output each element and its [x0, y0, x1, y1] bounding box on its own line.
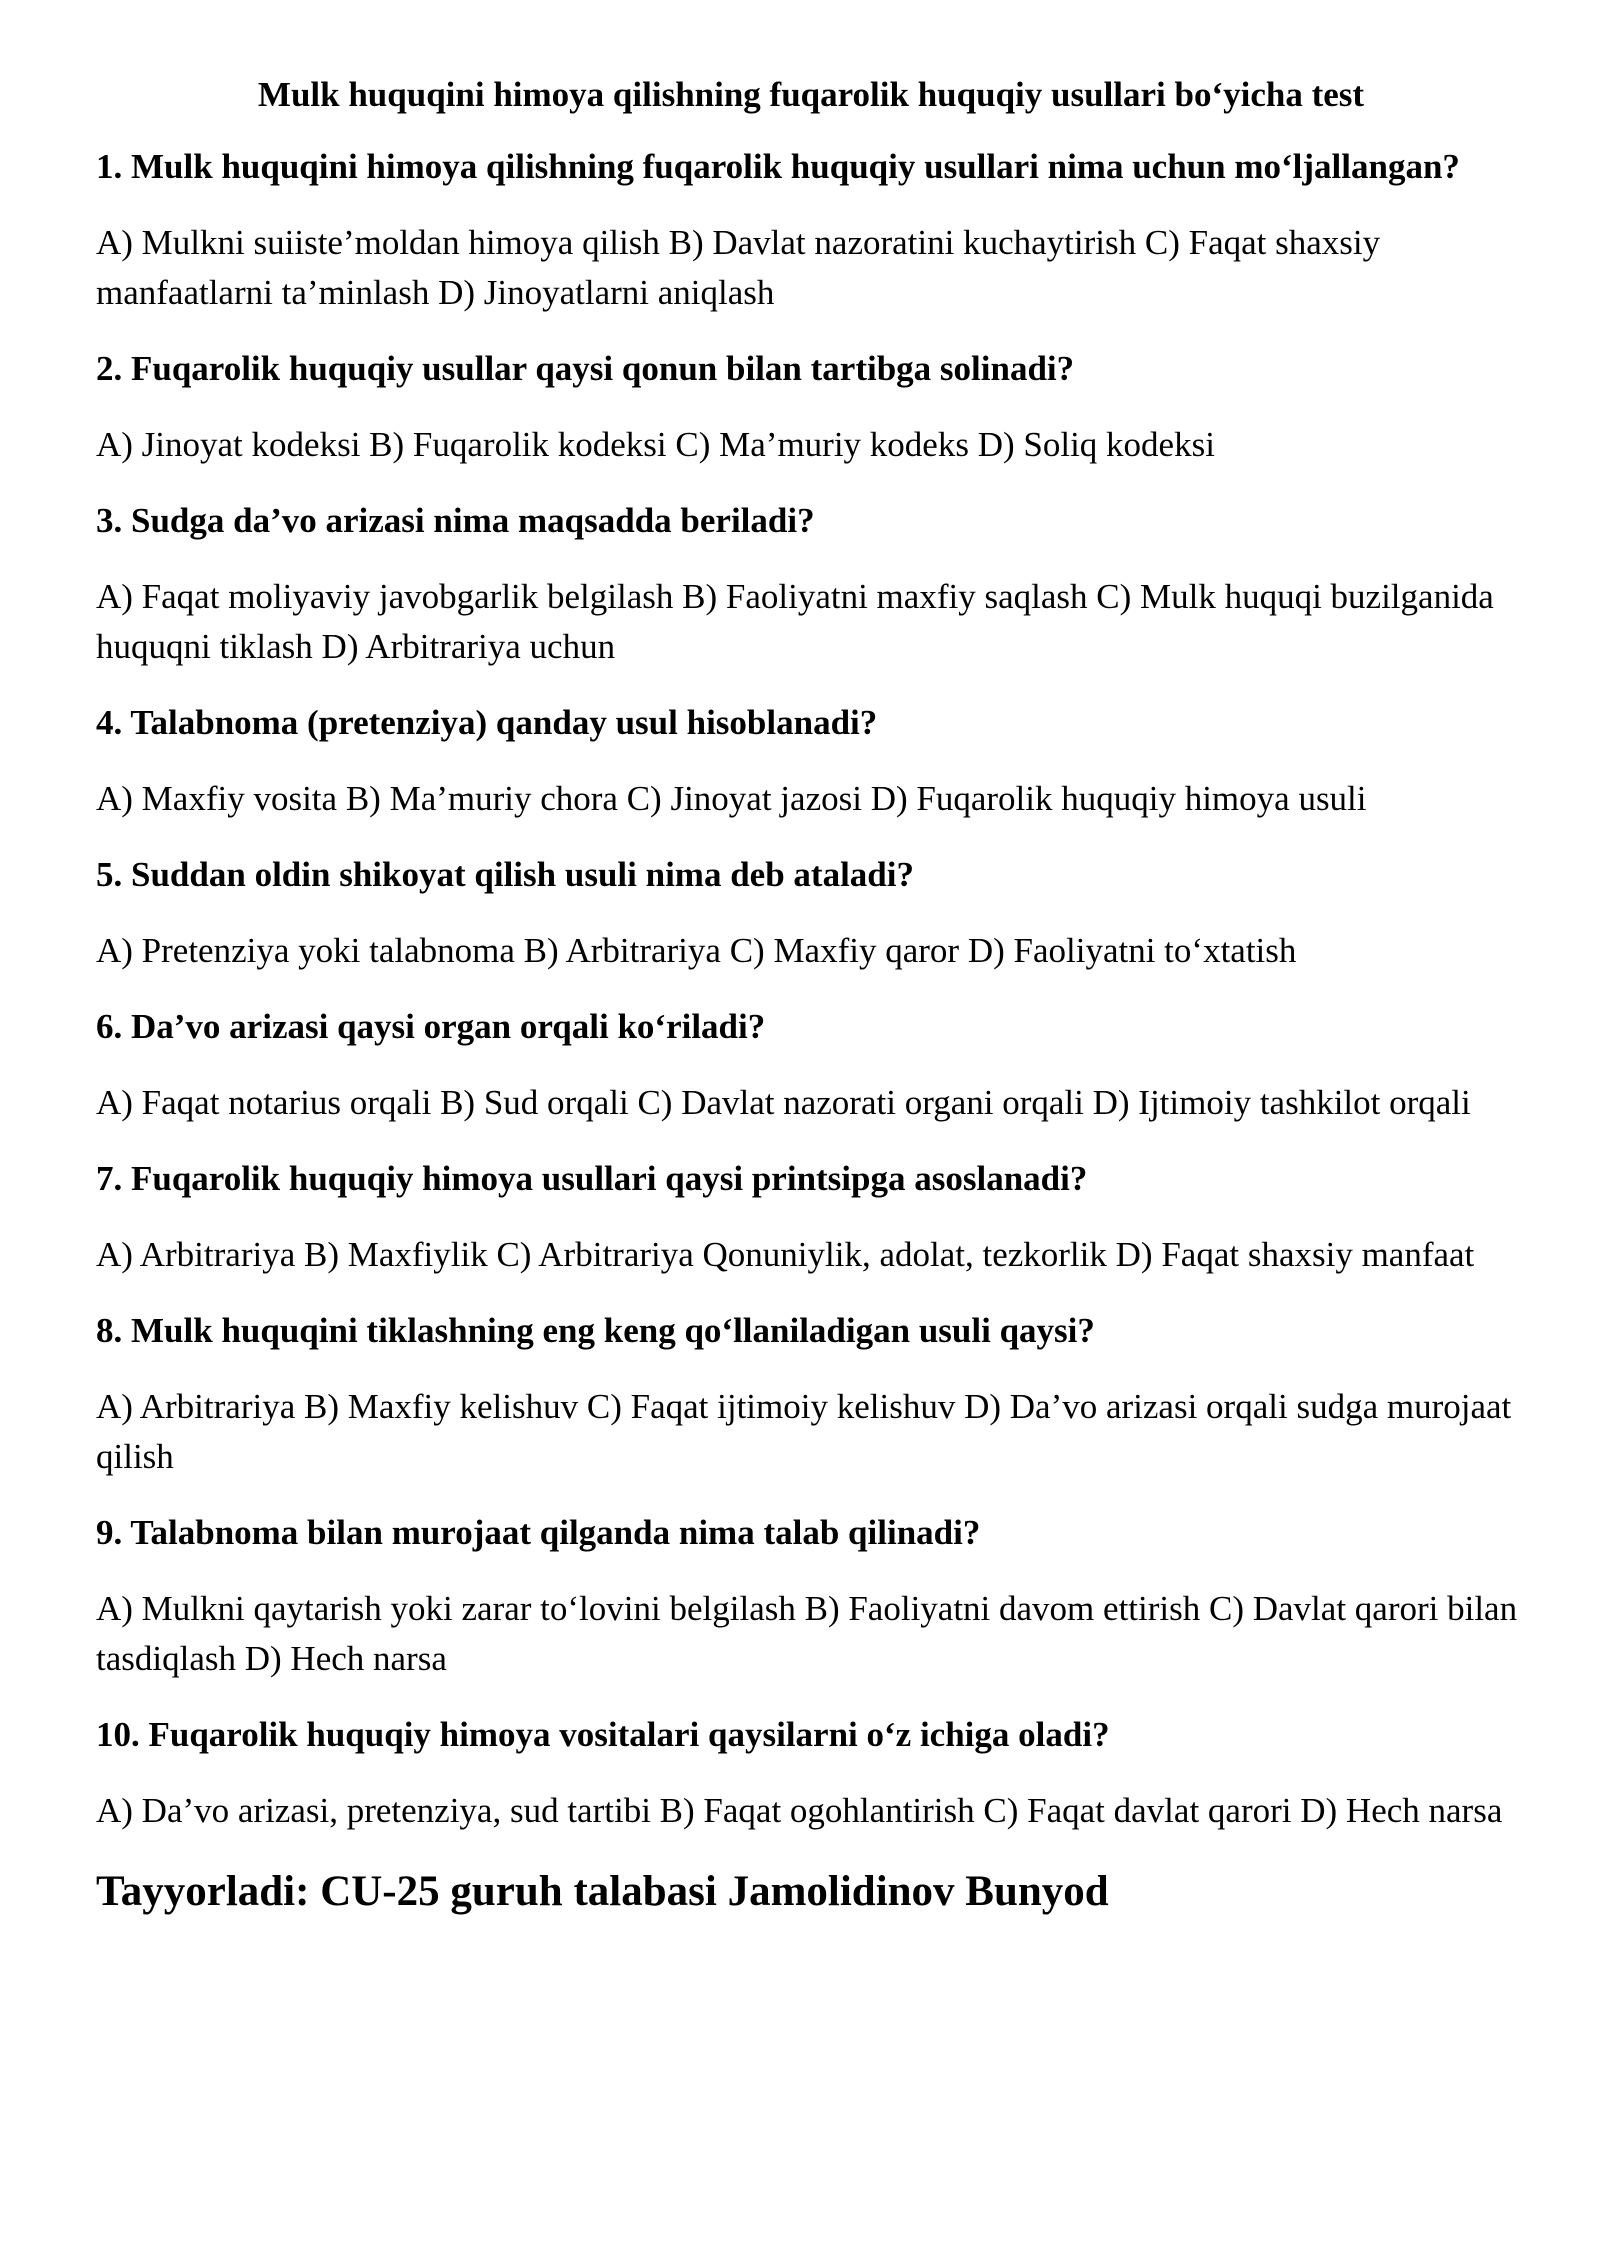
question-block-6 — [96, 1002, 1556, 1128]
question-text: 4. Talabnoma (pretenziya) qanday usul hisoblanadi? — [96, 703, 878, 742]
question-text: 6. Da’vo arizasi qaysi organ orqali ko‘riladi? — [96, 1007, 766, 1046]
question-text: 2. Fuqarolik huquqiy usullar qaysi qonun bilan tartibga solinadi? — [96, 349, 1075, 388]
answer-options: A) Mulkni suiiste’moldan himoya qilish B) Davlat nazoratini kuchaytirish C) Faqat shaxsiy manfaatlarni ta’minlash D) Jinoyatlarni aniqlash — [96, 223, 1381, 312]
question-block-7 — [96, 1154, 1556, 1280]
question-block-3 — [96, 496, 1556, 672]
author-signature: Tayyorladi: CU-25 guruh talabasi Jamolidinov Bunyod — [96, 1868, 1109, 1915]
document-page — [96, 70, 1556, 1922]
answer-options: A) Jinoyat kodeksi B) Fuqarolik kodeksi C) Ma’muriy kodeks D) Soliq kodeksi — [96, 425, 1215, 464]
document-title: Mulk huquqini himoya qilishning fuqarolik huquqiy usullari bo‘yicha test — [257, 75, 1365, 114]
answer-options: A) Arbitrariya B) Maxfiylik C) Arbitrariya Qonuniylik, adolat, tezkorlik D) Faqat shaxsiy manfaat — [96, 1235, 1475, 1274]
question-block-2 — [96, 344, 1556, 470]
question-block-8 — [96, 1306, 1556, 1482]
question-text: 9. Talabnoma bilan murojaat qilganda nima talab qilinadi? — [96, 1513, 981, 1552]
answer-options: A) Mulkni qaytarish yoki zarar to‘lovini belgilash B) Faoliyatni davom ettirish C) Davlat qarori bilan tasdiqlash D) Hech narsa — [96, 1589, 1518, 1678]
question-block-4 — [96, 698, 1556, 824]
question-block-10 — [96, 1710, 1556, 1836]
answer-options: A) Da’vo arizasi, pretenziya, sud tartibi B) Faqat ogohlantirish C) Faqat davlat qarori D) Hech narsa — [96, 1791, 1503, 1830]
question-text: 5. Suddan oldin shikoyat qilish usuli nima deb ataladi? — [96, 855, 914, 894]
answer-options: A) Faqat moliyaviy javobgarlik belgilash B) Faoliyatni maxfiy saqlash C) Mulk huquqi buzilganida huquqni tiklash D) Arbitrariya uchun — [96, 577, 1494, 666]
answer-options: A) Maxfiy vosita B) Ma’muriy chora C) Jinoyat jazosi D) Fuqarolik huquqiy himoya usuli — [96, 779, 1367, 818]
question-text: 1. Mulk huquqini himoya qilishning fuqarolik huquqiy usullari nima uchun mo‘ljallangan? — [96, 147, 1460, 186]
answer-options: A) Pretenziya yoki talabnoma B) Arbitrariya C) Maxfiy qaror D) Faoliyatni to‘xtatish — [96, 931, 1297, 970]
question-block-9 — [96, 1508, 1556, 1684]
question-block-1 — [96, 142, 1556, 318]
question-text: 10. Fuqarolik huquqiy himoya vositalari qaysilarni o‘z ichiga oladi? — [96, 1715, 1110, 1754]
answer-options: A) Arbitrariya B) Maxfiy kelishuv C) Faqat ijtimoiy kelishuv D) Da’vo arizasi orqali sudga murojaat qilish — [96, 1387, 1512, 1476]
question-block-5 — [96, 850, 1556, 976]
question-text: 7. Fuqarolik huquqiy himoya usullari qaysi printsipga asoslanadi? — [96, 1159, 1088, 1198]
question-text: 3. Sudga da’vo arizasi nima maqsadda beriladi? — [96, 501, 815, 540]
answer-options: A) Faqat notarius orqali B) Sud orqali C) Davlat nazorati organi orqali D) Ijtimoiy tashkilot orqali — [96, 1083, 1471, 1122]
question-text: 8. Mulk huquqini tiklashning eng keng qo‘llaniladigan usuli qaysi? — [96, 1311, 1095, 1350]
